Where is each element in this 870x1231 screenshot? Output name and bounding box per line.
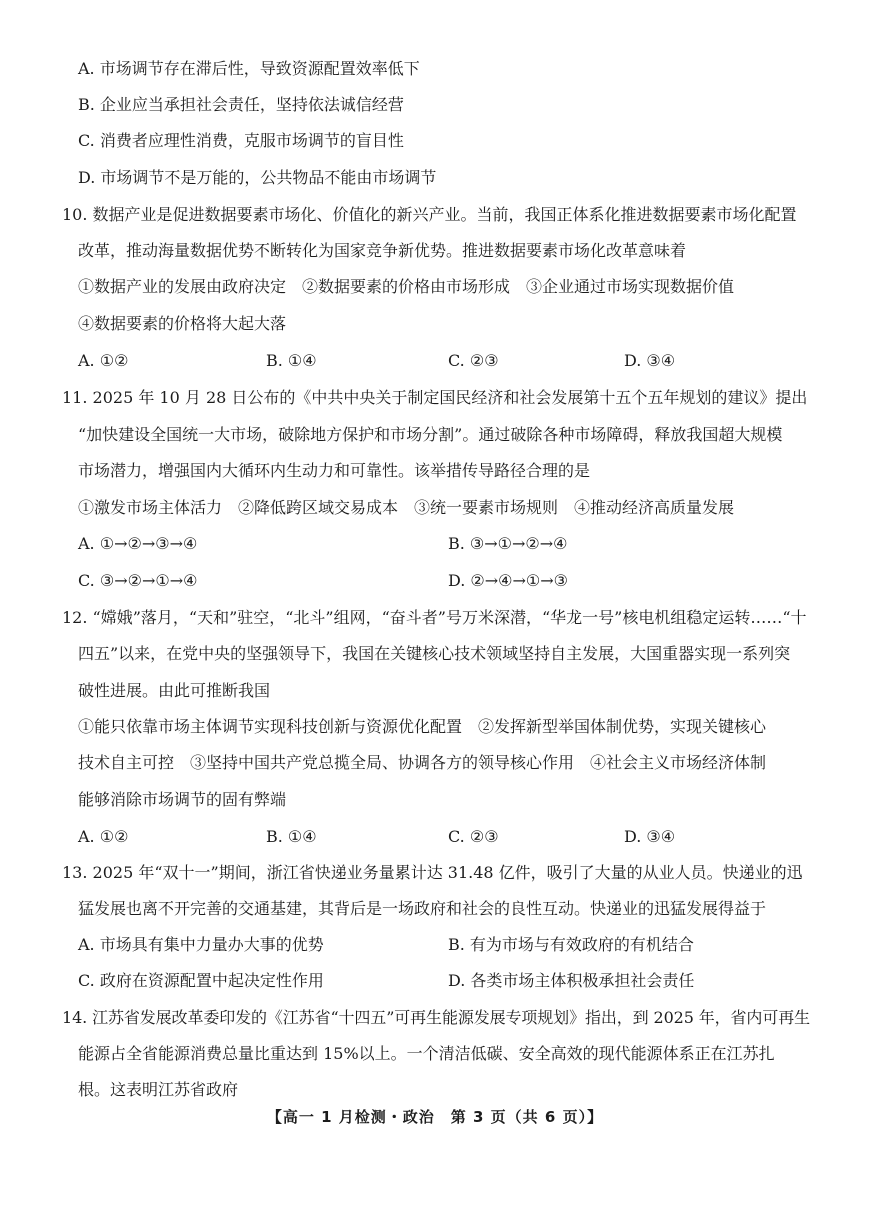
q12-stem-line3: 破性进展。由此可推断我国 [78, 681, 271, 700]
q11-option-d: D. ②→④→①→③ [448, 571, 569, 590]
q9-option-d: D. 市场调节不是万能的，公共物品不能由市场调节 [78, 168, 437, 187]
q9-option-a: A. 市场调节存在滞后性，导致资源配置效率低下 [78, 59, 420, 78]
q10-stem-line2: 改革，推动海量数据优势不断转化为国家竞争新优势。推进数据要素市场化改革意味着 [78, 241, 687, 260]
q13-stem-line1: 13. 2025 年“双十一”期间，浙江省快递业务量累计达 31.48 亿件，吸引了大量的从业人员。快递业的迅 [62, 863, 803, 882]
page-footer: 【高一 1 月检测・政治 第 3 页（共 6 页）】 [266, 1108, 604, 1126]
q12-items-line3: 能够消除市场调节的固有弊端 [78, 790, 287, 809]
q12-option-d: D. ③④ [624, 827, 676, 846]
q11-stem-line2: “加快建设全国统一大市场，破除地方保护和市场分割”。通过破除各种市场障碍，释放我国超大规模 [78, 425, 783, 444]
q13-option-d: D. 各类市场主体积极承担社会责任 [448, 971, 695, 990]
q10-stem-line1: 10. 数据产业是促进数据要素市场化、价值化的新兴产业。当前，我国正体系化推进数据要素市场化配置 [62, 205, 797, 224]
q9-option-b: B. 企业应当承担社会责任，坚持依法诚信经营 [78, 95, 404, 114]
q13-option-a: A. 市场具有集中力量办大事的优势 [78, 935, 324, 954]
q12-stem-line2: 四五”以来，在党中央的坚强领导下，我国在关键核心技术领域坚持自主发展，大国重器实现一系列突 [78, 644, 791, 663]
q13-option-c: C. 政府在资源配置中起决定性作用 [78, 971, 324, 990]
q10-items-line1: ①数据产业的发展由政府决定 ②数据要素的价格由市场形成 ③企业通过市场实现数据价值 [78, 277, 735, 296]
q14-stem-line3: 根。这表明江苏省政府 [78, 1080, 239, 1099]
q14-stem-line1: 14. 江苏省发展改革委印发的《江苏省“十四五”可再生能源发展专项规划》指出，到 2025 年，省内可再生 [62, 1008, 810, 1027]
q11-items-line1: ①激发市场主体活力 ②降低跨区域交易成本 ③统一要素市场规则 ④推动经济高质量发展 [78, 498, 735, 517]
q11-option-c: C. ③→②→①→④ [78, 571, 198, 590]
q13-stem-line2: 猛发展也离不开完善的交通基建，其背后是一场政府和社会的良性互动。快递业的迅猛发展得益于 [78, 899, 767, 918]
q11-stem-line3: 市场潜力，增强国内大循环内生动力和可靠性。该举措传导路径合理的是 [78, 461, 591, 480]
q12-option-c: C. ②③ [448, 827, 499, 846]
q12-option-b: B. ①④ [266, 827, 317, 846]
q11-stem-line1: 11. 2025 年 10 月 28 日公布的《中共中央关于制定国民经济和社会发展第十五个五年规划的建议》提出 [62, 388, 808, 407]
q13-option-b: B. 有为市场与有效政府的有机结合 [448, 935, 694, 954]
q10-option-d: D. ③④ [624, 351, 676, 370]
q12-items-line1: ①能只依靠市场主体调节实现科技创新与资源优化配置 ②发挥新型举国体制优势，实现关键核心 [78, 717, 767, 736]
q10-items-line2: ④数据要素的价格将大起大落 [78, 314, 287, 333]
q10-option-b: B. ①④ [266, 351, 317, 370]
q12-option-a: A. ①② [78, 827, 129, 846]
q10-option-c: C. ②③ [448, 351, 499, 370]
q9-option-c: C. 消费者应理性消费，克服市场调节的盲目性 [78, 131, 404, 150]
q10-option-a: A. ①② [78, 351, 129, 370]
q12-items-line2: 技术自主可控 ③坚持中国共产党总揽全局、协调各方的领导核心作用 ④社会主义市场经济体制 [78, 753, 767, 772]
q11-option-a: A. ①→②→③→④ [78, 534, 198, 553]
q11-option-b: B. ③→①→②→④ [448, 534, 568, 553]
q14-stem-line2: 能源占全省能源消费总量比重达到 15%以上。一个清洁低碳、安全高效的现代能源体系正在江苏扎 [78, 1044, 775, 1063]
q12-stem-line1: 12. “嫦娥”落月，“天和”驻空，“北斗”组网，“奋斗者”号万米深潜，“华龙一号”核电机组稳定运转……“十 [62, 608, 807, 627]
